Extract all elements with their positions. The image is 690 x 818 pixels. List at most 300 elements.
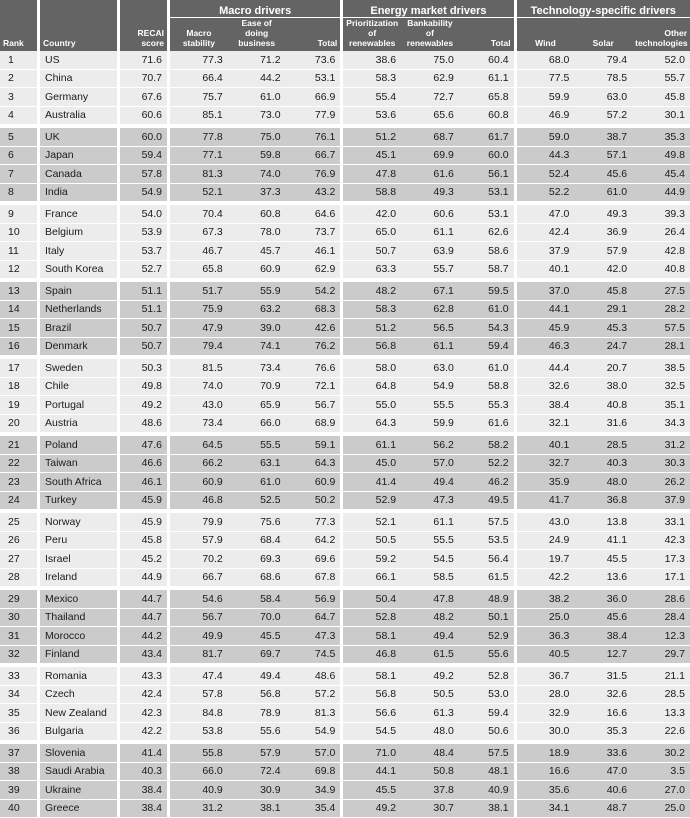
wind-cell: 36.3	[517, 627, 575, 646]
table-row	[0, 763, 690, 782]
macro-stability-cell: 46.7	[170, 242, 228, 261]
prioritization-cell: 56.8	[343, 686, 401, 705]
rank-cell: 8	[0, 184, 40, 203]
prioritization-cell: 45.1	[343, 147, 401, 166]
score-cell: 44.7	[120, 590, 170, 609]
bankability-cell: 63.0	[401, 359, 459, 378]
table-row	[0, 88, 690, 107]
energy-total-cell: 62.6	[459, 224, 517, 243]
wind-cell: 41.7	[517, 492, 575, 511]
macro-total-cell: 50.2	[286, 492, 344, 511]
solar-cell: 36.9	[574, 224, 632, 243]
macro-total-cell: 77.9	[286, 107, 344, 126]
energy-total-cell: 59.4	[459, 704, 517, 723]
bankability-cell: 72.7	[401, 88, 459, 107]
wind-cell: 18.9	[517, 744, 575, 763]
table-row	[0, 686, 690, 705]
solar-cell: 45.3	[574, 319, 632, 338]
macro-stability-cell: 40.9	[170, 781, 228, 800]
country-cell: Australia	[40, 107, 120, 126]
prioritization-cell: 42.0	[343, 205, 401, 224]
score-cell: 42.4	[120, 686, 170, 705]
macro-total-cell: 64.2	[286, 532, 344, 551]
country-cell: Portugal	[40, 396, 120, 415]
wind-cell: 25.0	[517, 609, 575, 628]
macro-stability-cell: 49.9	[170, 627, 228, 646]
solar-cell: 36.0	[574, 590, 632, 609]
energy-total-cell: 61.7	[459, 128, 517, 147]
energy-total-cell: 55.3	[459, 396, 517, 415]
macro-stability-cell: 47.4	[170, 667, 228, 686]
bankability-cell: 61.1	[401, 513, 459, 532]
table-row	[0, 261, 690, 280]
ease-of-business-cell: 49.4	[228, 667, 286, 686]
table-row	[0, 396, 690, 415]
ease-of-business-cell: 60.9	[228, 261, 286, 280]
ease-of-business-cell: 45.7	[228, 242, 286, 261]
prioritization-cell: 63.3	[343, 261, 401, 280]
column-header-other-technologies: Other technologies	[632, 18, 690, 51]
prioritization-cell: 59.2	[343, 550, 401, 569]
macro-stability-cell: 85.1	[170, 107, 228, 126]
table-row	[0, 569, 690, 588]
macro-stability-cell: 84.8	[170, 704, 228, 723]
wind-cell: 44.3	[517, 147, 575, 166]
macro-total-cell: 81.3	[286, 704, 344, 723]
energy-total-cell: 58.7	[459, 261, 517, 280]
other-technologies-cell: 37.9	[632, 492, 690, 511]
macro-stability-cell: 66.0	[170, 763, 228, 782]
rank-cell: 29	[0, 590, 40, 609]
wind-cell: 24.9	[517, 532, 575, 551]
macro-total-cell: 35.4	[286, 800, 344, 818]
ease-of-business-cell: 78.0	[228, 224, 286, 243]
other-technologies-cell: 28.1	[632, 338, 690, 357]
ease-of-business-cell: 74.0	[228, 165, 286, 184]
other-technologies-cell: 35.1	[632, 396, 690, 415]
macro-total-cell: 60.9	[286, 473, 344, 492]
macro-total-cell: 64.6	[286, 205, 344, 224]
other-technologies-cell: 28.5	[632, 686, 690, 705]
ease-of-business-cell: 69.7	[228, 646, 286, 665]
bankability-cell: 75.0	[401, 51, 459, 70]
prioritization-cell: 58.3	[343, 301, 401, 320]
ease-of-business-cell: 56.8	[228, 686, 286, 705]
ease-of-business-cell: 66.0	[228, 415, 286, 434]
rank-cell: 14	[0, 301, 40, 320]
wind-cell: 45.9	[517, 319, 575, 338]
wind-cell: 32.6	[517, 378, 575, 397]
rank-cell: 28	[0, 569, 40, 588]
prioritization-cell: 51.2	[343, 319, 401, 338]
bankability-cell: 69.9	[401, 147, 459, 166]
macro-stability-cell: 75.7	[170, 88, 228, 107]
prioritization-cell: 65.0	[343, 224, 401, 243]
energy-total-cell: 48.1	[459, 763, 517, 782]
macro-stability-cell: 74.0	[170, 378, 228, 397]
solar-cell: 24.7	[574, 338, 632, 357]
prioritization-cell: 58.1	[343, 627, 401, 646]
table-row	[0, 646, 690, 665]
table-row	[0, 781, 690, 800]
table-row	[0, 744, 690, 763]
other-technologies-cell: 13.3	[632, 704, 690, 723]
macro-total-cell: 43.2	[286, 184, 344, 203]
solar-cell: 45.5	[574, 550, 632, 569]
bankability-cell: 54.5	[401, 550, 459, 569]
country-cell: Turkey	[40, 492, 120, 511]
ease-of-business-cell: 44.2	[228, 70, 286, 89]
table-row	[0, 319, 690, 338]
table-row	[0, 532, 690, 551]
macro-stability-cell: 47.9	[170, 319, 228, 338]
other-technologies-cell: 29.7	[632, 646, 690, 665]
ease-of-business-cell: 63.2	[228, 301, 286, 320]
ease-of-business-cell: 39.0	[228, 319, 286, 338]
ease-of-business-cell: 58.4	[228, 590, 286, 609]
bankability-cell: 61.3	[401, 704, 459, 723]
solar-cell: 57.2	[574, 107, 632, 126]
macro-stability-cell: 77.3	[170, 51, 228, 70]
country-cell: Slovenia	[40, 744, 120, 763]
score-cell: 43.3	[120, 667, 170, 686]
rank-cell: 9	[0, 205, 40, 224]
score-cell: 49.2	[120, 396, 170, 415]
other-technologies-cell: 45.8	[632, 88, 690, 107]
score-cell: 59.4	[120, 147, 170, 166]
column-header-score: RECAI score	[120, 18, 170, 51]
table-row	[0, 723, 690, 742]
other-technologies-cell: 27.0	[632, 781, 690, 800]
macro-total-cell: 46.1	[286, 242, 344, 261]
energy-total-cell: 58.6	[459, 242, 517, 261]
energy-total-cell: 49.5	[459, 492, 517, 511]
wind-cell: 32.7	[517, 455, 575, 474]
macro-stability-cell: 77.8	[170, 128, 228, 147]
table-header	[0, 0, 690, 51]
prioritization-cell: 49.2	[343, 800, 401, 818]
macro-total-cell: 57.2	[286, 686, 344, 705]
other-technologies-cell: 26.2	[632, 473, 690, 492]
ease-of-business-cell: 61.0	[228, 88, 286, 107]
country-cell: Peru	[40, 532, 120, 551]
prioritization-cell: 52.9	[343, 492, 401, 511]
bankability-cell: 59.9	[401, 415, 459, 434]
table-row	[0, 436, 690, 455]
wind-cell: 59.9	[517, 88, 575, 107]
country-cell: New Zealand	[40, 704, 120, 723]
score-cell: 44.2	[120, 627, 170, 646]
ease-of-business-cell: 68.4	[228, 532, 286, 551]
macro-total-cell: 64.3	[286, 455, 344, 474]
table-row	[0, 590, 690, 609]
macro-total-cell: 68.3	[286, 301, 344, 320]
ease-of-business-cell: 65.9	[228, 396, 286, 415]
country-cell: UK	[40, 128, 120, 147]
ease-of-business-cell: 37.3	[228, 184, 286, 203]
score-cell: 45.2	[120, 550, 170, 569]
bankability-cell: 62.8	[401, 301, 459, 320]
country-cell: Morocco	[40, 627, 120, 646]
country-cell: China	[40, 70, 120, 89]
macro-total-cell: 73.6	[286, 51, 344, 70]
score-cell: 71.6	[120, 51, 170, 70]
column-header-solar: Solar	[574, 18, 632, 51]
prioritization-cell: 48.2	[343, 282, 401, 301]
rank-cell: 5	[0, 128, 40, 147]
energy-total-cell: 59.5	[459, 282, 517, 301]
macro-total-cell: 59.1	[286, 436, 344, 455]
country-cell: Saudi Arabia	[40, 763, 120, 782]
score-cell: 51.1	[120, 301, 170, 320]
country-cell: Chile	[40, 378, 120, 397]
macro-total-cell: 48.6	[286, 667, 344, 686]
other-technologies-cell: 32.5	[632, 378, 690, 397]
energy-total-cell: 61.0	[459, 301, 517, 320]
bankability-cell: 50.8	[401, 763, 459, 782]
score-cell: 47.6	[120, 436, 170, 455]
rank-cell: 40	[0, 800, 40, 818]
macro-stability-cell: 65.8	[170, 261, 228, 280]
score-cell: 46.6	[120, 455, 170, 474]
bankability-cell: 61.6	[401, 165, 459, 184]
table-row	[0, 415, 690, 434]
row-group	[0, 664, 690, 741]
rank-cell: 17	[0, 359, 40, 378]
bankability-cell: 48.4	[401, 744, 459, 763]
solar-cell: 31.5	[574, 667, 632, 686]
solar-cell: 38.0	[574, 378, 632, 397]
country-cell: South Korea	[40, 261, 120, 280]
country-cell: Ireland	[40, 569, 120, 588]
solar-cell: 33.6	[574, 744, 632, 763]
wind-cell: 40.1	[517, 261, 575, 280]
macro-stability-cell: 53.8	[170, 723, 228, 742]
solar-cell: 57.1	[574, 147, 632, 166]
solar-cell: 32.6	[574, 686, 632, 705]
energy-total-cell: 61.1	[459, 70, 517, 89]
country-cell: South Africa	[40, 473, 120, 492]
prioritization-cell: 47.8	[343, 165, 401, 184]
other-technologies-cell: 44.9	[632, 184, 690, 203]
bankability-cell: 56.2	[401, 436, 459, 455]
rank-cell: 19	[0, 396, 40, 415]
macro-stability-cell: 46.8	[170, 492, 228, 511]
energy-total-cell: 53.1	[459, 205, 517, 224]
wind-cell: 34.1	[517, 800, 575, 818]
row-group	[0, 125, 690, 202]
macro-stability-cell: 77.1	[170, 147, 228, 166]
bankability-cell: 60.6	[401, 205, 459, 224]
macro-stability-cell: 70.4	[170, 205, 228, 224]
prioritization-cell: 71.0	[343, 744, 401, 763]
solar-cell: 40.6	[574, 781, 632, 800]
table-row	[0, 165, 690, 184]
other-technologies-cell: 28.2	[632, 301, 690, 320]
ease-of-business-cell: 72.4	[228, 763, 286, 782]
solar-cell: 48.0	[574, 473, 632, 492]
solar-cell: 29.1	[574, 301, 632, 320]
score-cell: 54.9	[120, 184, 170, 203]
column-header-macro-total: Total	[286, 18, 344, 51]
table-row	[0, 70, 690, 89]
macro-total-cell: 69.8	[286, 763, 344, 782]
country-cell: Sweden	[40, 359, 120, 378]
table-row	[0, 282, 690, 301]
score-cell: 50.7	[120, 319, 170, 338]
other-technologies-cell: 57.5	[632, 319, 690, 338]
energy-total-cell: 52.8	[459, 667, 517, 686]
column-header-bankability: Bankability of renewables	[401, 18, 459, 51]
ease-of-business-cell: 61.0	[228, 473, 286, 492]
energy-total-cell: 60.0	[459, 147, 517, 166]
solar-cell: 16.6	[574, 704, 632, 723]
other-technologies-cell: 30.2	[632, 744, 690, 763]
column-header-energy-total: Total	[459, 18, 517, 51]
macro-total-cell: 73.7	[286, 224, 344, 243]
other-technologies-cell: 28.4	[632, 609, 690, 628]
macro-stability-cell: 73.4	[170, 415, 228, 434]
row-group	[0, 741, 690, 818]
ease-of-business-cell: 55.6	[228, 723, 286, 742]
wind-cell: 36.7	[517, 667, 575, 686]
bankability-cell: 49.4	[401, 473, 459, 492]
group-header-macro: Macro drivers	[170, 0, 343, 18]
country-cell: France	[40, 205, 120, 224]
macro-total-cell: 53.1	[286, 70, 344, 89]
other-technologies-cell: 27.5	[632, 282, 690, 301]
other-technologies-cell: 25.0	[632, 800, 690, 818]
energy-total-cell: 60.4	[459, 51, 517, 70]
energy-total-cell: 59.4	[459, 338, 517, 357]
macro-stability-cell: 54.6	[170, 590, 228, 609]
country-cell: Denmark	[40, 338, 120, 357]
macro-stability-cell: 81.7	[170, 646, 228, 665]
wind-cell: 37.0	[517, 282, 575, 301]
ease-of-business-cell: 38.1	[228, 800, 286, 818]
rank-cell: 2	[0, 70, 40, 89]
country-cell: Germany	[40, 88, 120, 107]
rank-cell: 12	[0, 261, 40, 280]
country-cell: Bulgaria	[40, 723, 120, 742]
macro-total-cell: 76.1	[286, 128, 344, 147]
energy-total-cell: 55.6	[459, 646, 517, 665]
score-cell: 46.1	[120, 473, 170, 492]
score-cell: 45.9	[120, 492, 170, 511]
bankability-cell: 30.7	[401, 800, 459, 818]
prioritization-cell: 55.0	[343, 396, 401, 415]
wind-cell: 38.2	[517, 590, 575, 609]
bankability-cell: 61.5	[401, 646, 459, 665]
rank-cell: 26	[0, 532, 40, 551]
bankability-cell: 57.0	[401, 455, 459, 474]
prioritization-cell: 38.6	[343, 51, 401, 70]
column-header-ease-of-business: Ease of doing business	[228, 18, 286, 51]
macro-total-cell: 67.8	[286, 569, 344, 588]
row-group	[0, 356, 690, 433]
other-technologies-cell: 17.1	[632, 569, 690, 588]
score-cell: 43.4	[120, 646, 170, 665]
bankability-cell: 48.0	[401, 723, 459, 742]
bankability-cell: 47.8	[401, 590, 459, 609]
macro-total-cell: 56.7	[286, 396, 344, 415]
score-cell: 49.8	[120, 378, 170, 397]
bankability-cell: 49.3	[401, 184, 459, 203]
ease-of-business-cell: 78.9	[228, 704, 286, 723]
table-row	[0, 455, 690, 474]
macro-stability-cell: 57.8	[170, 686, 228, 705]
energy-total-cell: 48.9	[459, 590, 517, 609]
energy-total-cell: 57.5	[459, 513, 517, 532]
rank-cell: 39	[0, 781, 40, 800]
country-cell: Israel	[40, 550, 120, 569]
macro-total-cell: 62.9	[286, 261, 344, 280]
ease-of-business-cell: 59.8	[228, 147, 286, 166]
other-technologies-cell: 55.7	[632, 70, 690, 89]
prioritization-cell: 52.8	[343, 609, 401, 628]
bankability-cell: 62.9	[401, 70, 459, 89]
country-cell: Brazil	[40, 319, 120, 338]
rank-cell: 34	[0, 686, 40, 705]
country-cell: Spain	[40, 282, 120, 301]
macro-total-cell: 66.7	[286, 147, 344, 166]
prioritization-cell: 58.8	[343, 184, 401, 203]
row-group	[0, 279, 690, 356]
macro-stability-cell: 75.9	[170, 301, 228, 320]
country-cell: Taiwan	[40, 455, 120, 474]
table-row	[0, 627, 690, 646]
prioritization-cell: 66.1	[343, 569, 401, 588]
rank-cell: 1	[0, 51, 40, 70]
macro-total-cell: 66.9	[286, 88, 344, 107]
table-row	[0, 609, 690, 628]
country-cell: Mexico	[40, 590, 120, 609]
other-technologies-cell: 34.3	[632, 415, 690, 434]
prioritization-cell: 64.3	[343, 415, 401, 434]
other-technologies-cell: 3.5	[632, 763, 690, 782]
group-header-energy: Energy market drivers	[343, 0, 516, 18]
column-header-macro-stability: Macro stability	[170, 18, 228, 51]
wind-cell: 47.0	[517, 205, 575, 224]
solar-cell: 38.7	[574, 128, 632, 147]
score-cell: 44.7	[120, 609, 170, 628]
energy-total-cell: 65.8	[459, 88, 517, 107]
ease-of-business-cell: 75.6	[228, 513, 286, 532]
macro-stability-cell: 55.8	[170, 744, 228, 763]
ease-of-business-cell: 57.9	[228, 744, 286, 763]
solar-cell: 49.3	[574, 205, 632, 224]
rank-cell: 37	[0, 744, 40, 763]
macro-total-cell: 54.2	[286, 282, 344, 301]
other-technologies-cell: 52.0	[632, 51, 690, 70]
country-cell: Ukraine	[40, 781, 120, 800]
country-cell: Romania	[40, 667, 120, 686]
prioritization-cell: 41.4	[343, 473, 401, 492]
macro-total-cell: 68.9	[286, 415, 344, 434]
rank-cell: 18	[0, 378, 40, 397]
macro-total-cell: 74.5	[286, 646, 344, 665]
energy-total-cell: 38.1	[459, 800, 517, 818]
bankability-cell: 48.2	[401, 609, 459, 628]
ease-of-business-cell: 74.1	[228, 338, 286, 357]
solar-cell: 40.3	[574, 455, 632, 474]
bankability-cell: 55.5	[401, 396, 459, 415]
prioritization-cell: 56.6	[343, 704, 401, 723]
score-cell: 44.9	[120, 569, 170, 588]
macro-stability-cell: 60.9	[170, 473, 228, 492]
macro-stability-cell: 51.7	[170, 282, 228, 301]
table-row	[0, 128, 690, 147]
